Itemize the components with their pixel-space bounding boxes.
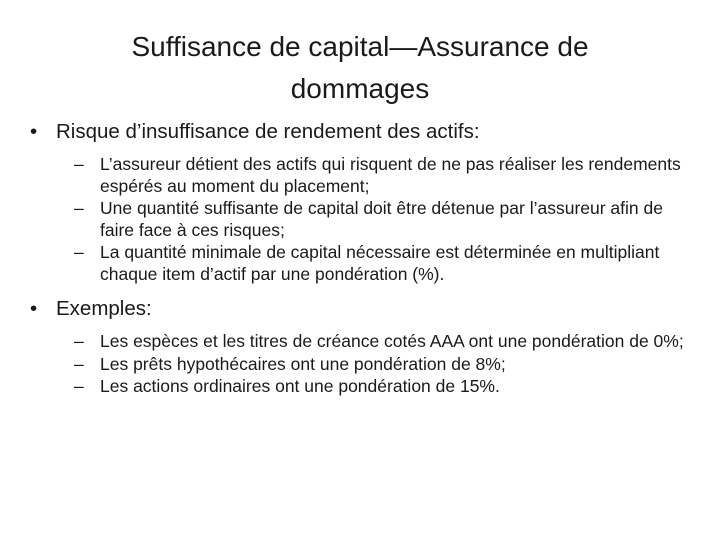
sub-list [74, 331, 690, 398]
sub-list-item [74, 242, 690, 285]
sub-item-text: Les prêts hypothécaires ont une pondération de 8%; [100, 353, 506, 374]
dash-icon: – [74, 353, 84, 374]
sub-list-item [74, 154, 690, 197]
sub-item-text: Les actions ordinaires ont une pondération de 15%. [100, 376, 500, 396]
slide-body [30, 118, 690, 408]
bullet-heading: Exemples: [56, 297, 152, 320]
bullet-heading: Risque d’insuffisance de rendement des actifs: [56, 120, 480, 143]
sub-list-item [74, 376, 690, 398]
section-risk [30, 118, 690, 285]
sub-item-text: La quantité minimale de capital nécessaire est déterminée en multipliant chaque item d’actif par une pondération (%). [100, 242, 660, 284]
slide-title-line-1: Suffisance de capital—Assurance de [131, 31, 589, 62]
sub-item-text: Une quantité suffisante de capital doit être détenue par l’assureur afin de faire face à ces risques; [100, 198, 663, 240]
slide-title [60, 26, 660, 110]
sub-item-text: L’assureur détient des actifs qui risquent de ne pas réaliser les rendements espérés au moment du placement; [100, 154, 681, 196]
sub-list-item [74, 354, 690, 376]
section-examples [30, 295, 690, 398]
bullet-icon: • [30, 120, 38, 143]
bullet-icon: • [30, 297, 38, 320]
dash-icon: – [74, 242, 84, 262]
dash-icon: – [74, 376, 84, 396]
slide-title-line-2: dommages [290, 73, 430, 104]
bullet-item [30, 118, 690, 146]
sub-item-text: Les espèces et les titres de créance cotés AAA ont une pondération de 0%; [100, 331, 684, 351]
dash-icon: – [74, 154, 84, 174]
dash-icon: – [74, 331, 84, 351]
bullet-item [30, 295, 690, 323]
sub-list-item [74, 198, 690, 241]
dash-icon: – [74, 198, 84, 218]
sub-list-item [74, 331, 690, 353]
sub-list [74, 154, 690, 285]
